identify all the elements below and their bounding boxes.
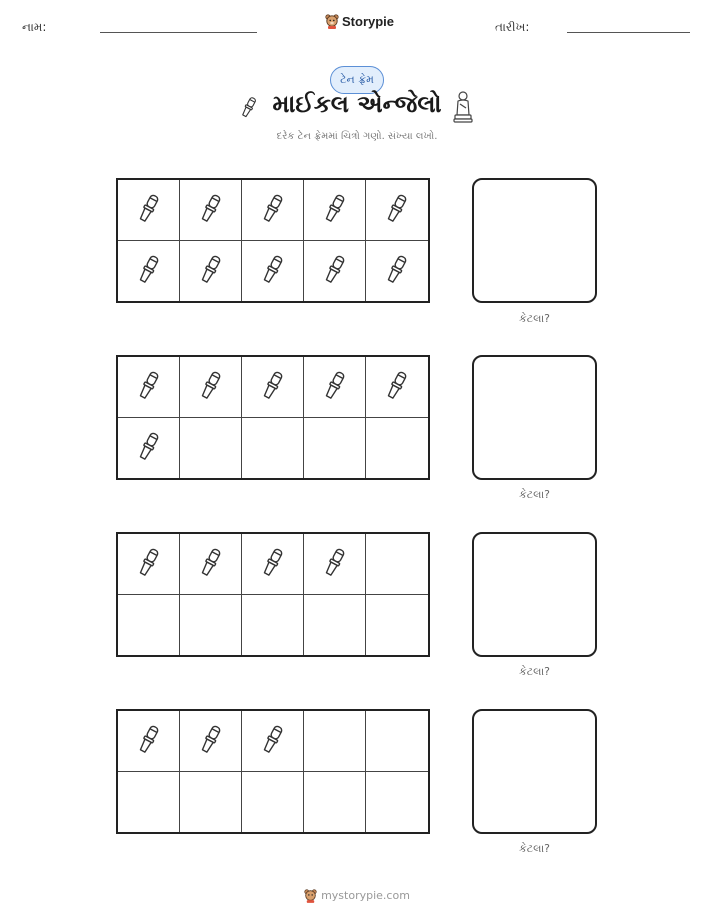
answer-box-4[interactable] (472, 709, 597, 834)
chisel-icon (258, 254, 288, 288)
ten-frame-cell (118, 534, 180, 595)
chisel-icon (320, 254, 350, 288)
answer-box-2[interactable] (472, 355, 597, 480)
ten-frame-cell (180, 241, 242, 302)
name-label: નામ: (22, 20, 47, 34)
ten-frame-2 (116, 355, 430, 480)
chisel-icon (134, 370, 164, 404)
ten-frame-cell (366, 357, 428, 418)
ten-frame-cell (242, 772, 304, 833)
how-many-label-1: કેટલા? (518, 312, 551, 325)
ten-frame-badge: ટેન ફ્રેમ (330, 66, 384, 94)
date-label: તારીખ: (495, 20, 530, 34)
chisel-icon (134, 547, 164, 581)
chisel-icon (258, 193, 288, 227)
ten-frame-cell (118, 241, 180, 302)
ten-frame-cell (304, 595, 366, 656)
ten-frame-cell (180, 772, 242, 833)
page-title: માઈકલ એન્જેલો (272, 90, 442, 118)
chisel-icon (320, 193, 350, 227)
chisel-icon (134, 431, 164, 465)
chisel-icon (382, 370, 412, 404)
ten-frame-cell (304, 711, 366, 772)
chisel-icon (134, 254, 164, 288)
chisel-icon (258, 370, 288, 404)
ten-frame-cell (366, 772, 428, 833)
how-many-label-3: કેટલા? (518, 665, 551, 678)
ten-frame-cell (366, 418, 428, 479)
ten-frame-cell (118, 595, 180, 656)
ten-frame-cell (304, 180, 366, 241)
ten-frame-cell (242, 534, 304, 595)
brand-name: Storypie (342, 13, 395, 29)
ten-frame-cell (180, 711, 242, 772)
date-line[interactable] (567, 32, 690, 33)
chisel-icon (258, 724, 288, 758)
chisel-icon (320, 370, 350, 404)
answer-box-1[interactable] (472, 178, 597, 303)
chisel-icon (382, 254, 412, 288)
ten-frame-cell (366, 534, 428, 595)
chisel-icon (196, 254, 226, 288)
ten-frame-3 (116, 532, 430, 657)
chisel-icon (196, 370, 226, 404)
chisel-icon (134, 193, 164, 227)
bear-mascot-icon (304, 888, 317, 903)
ten-frame-cell (180, 357, 242, 418)
chisel-icon (382, 193, 412, 227)
ten-frame-cell (366, 595, 428, 656)
ten-frame-cell (366, 241, 428, 302)
footer-url: mystorypie.com (321, 889, 410, 902)
chisel-icon (196, 547, 226, 581)
ten-frame-cell (242, 595, 304, 656)
answer-box-3[interactable] (472, 532, 597, 657)
ten-frame-cell (366, 711, 428, 772)
footer (0, 888, 714, 903)
ten-frame-1 (116, 178, 430, 303)
ten-frame-cell (118, 418, 180, 479)
ten-frame-cell (304, 772, 366, 833)
ten-frame-cell (118, 711, 180, 772)
ten-frame-cell (242, 180, 304, 241)
ten-frame-cell (242, 357, 304, 418)
ten-frame-4 (116, 709, 430, 834)
ten-frame-cell (304, 241, 366, 302)
chisel-icon (196, 193, 226, 227)
ten-frame-cell (180, 180, 242, 241)
ten-frame-cell (180, 418, 242, 479)
ten-frame-cell (180, 595, 242, 656)
instructions: દરેક ટેન ફ્રેમમાં ચિત્રો ગણો. સંખ્યા લખો. (276, 131, 438, 142)
ten-frame-cell (180, 534, 242, 595)
how-many-label-2: કેટલા? (518, 488, 551, 501)
chisel-icon (196, 724, 226, 758)
ten-frame-cell (366, 180, 428, 241)
brand-logo (325, 13, 394, 29)
chisel-icon (320, 547, 350, 581)
how-many-label-4: કેટલા? (518, 842, 551, 855)
ten-frame-cell (118, 772, 180, 833)
chisel-icon (258, 547, 288, 581)
ten-frame-cell (304, 534, 366, 595)
ten-frame-cell (304, 357, 366, 418)
ten-frame-cell (242, 241, 304, 302)
ten-frame-cell (118, 357, 180, 418)
name-line[interactable] (100, 32, 257, 33)
ten-frame-cell (118, 180, 180, 241)
ten-frame-cell (242, 711, 304, 772)
bear-mascot-icon (325, 13, 339, 29)
ten-frame-cell (304, 418, 366, 479)
ten-frame-cell (242, 418, 304, 479)
chisel-icon (134, 724, 164, 758)
statue-icon (452, 90, 474, 124)
